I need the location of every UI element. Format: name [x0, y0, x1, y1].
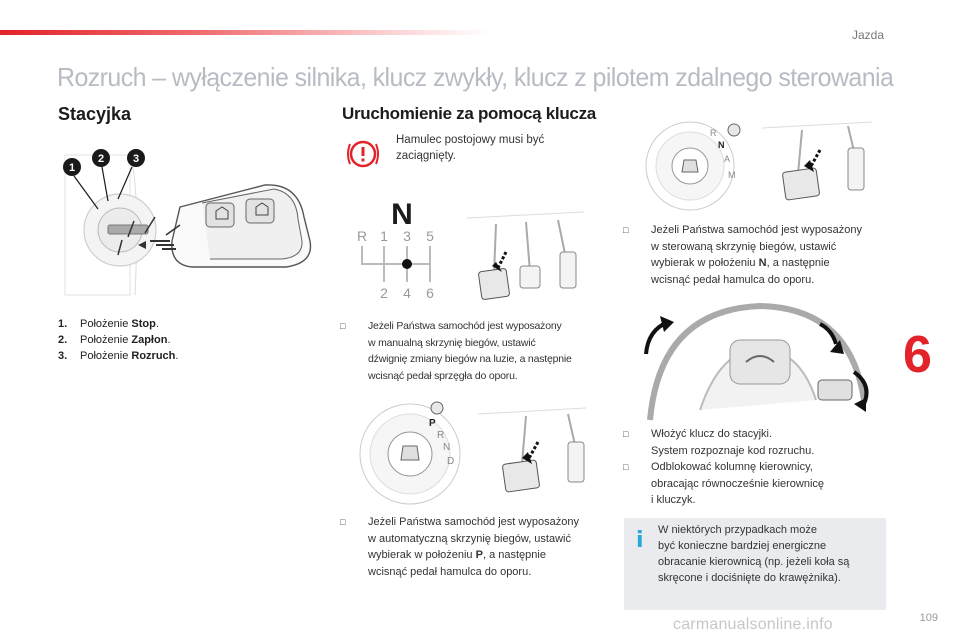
- warning-text: Hamulec postojowy musi być zaciągnięty.: [396, 134, 545, 162]
- auto-gear-r: R: [437, 430, 445, 441]
- bullet-row: □ Jeżeli Państwa samochód jest wyposażony: [340, 318, 608, 335]
- start-heading: Uruchomienie za pomocą klucza: [342, 104, 596, 123]
- robot-gear-a: A: [724, 154, 731, 164]
- watermark: carmanualsonline.info: [673, 616, 833, 633]
- robot-gear-m: M: [728, 170, 736, 180]
- list-item: 2. Położenie Zapłon.: [58, 334, 171, 346]
- brake-pedal-auto-illustration: [478, 406, 588, 496]
- callout-3: 3: [132, 153, 140, 165]
- clutch-pedals-illustration: [466, 212, 586, 304]
- insert-key-instruction: □ Włożyć klucz do stacyjki. System rozpoznaje kod rozruchu. □ Odblokować kolumnę kierownicy, obracając równocześnie kierownicę i kluczyk.: [623, 426, 893, 509]
- gear-label-5: 5: [426, 228, 434, 244]
- brake-pedal-robot-illustration: [762, 118, 874, 204]
- robot-gear-n: N: [718, 140, 725, 150]
- automatic-gearbox-instruction: □ Jeżeli Państwa samochód jest wyposażony w automatyczną skrzynię biegów, ustawić wybierak w położeniu P, a następnie wcisnąć pedał hamulca do oporu.: [340, 514, 608, 580]
- auto-gear-d: D: [447, 456, 455, 467]
- manual-gear-pattern-illustration: [350, 194, 440, 304]
- callout-2: 2: [97, 153, 105, 165]
- gear-neutral-label: N: [391, 198, 413, 231]
- section-label: Jazda: [851, 28, 884, 42]
- gear-label-3: 3: [403, 228, 411, 244]
- ignition-positions-list: [58, 316, 178, 364]
- auto-gear-n: N: [443, 442, 451, 453]
- robotized-selector-illustration: [638, 110, 748, 210]
- bullet-row: □ Jeżeli Państwa samochód jest wyposażony: [623, 222, 893, 239]
- bullet-row: □ Odblokować kolumnę kierownicy,: [623, 459, 893, 476]
- manual-gearbox-instruction: □ Jeżeli Państwa samochód jest wyposażony w manualną skrzynię biegów, ustawić dźwignię zmiany biegów na luzie, a następnie wcisnąć pedał sprzęgła do oporu.: [340, 318, 608, 384]
- gear-label-1: 1: [380, 228, 388, 244]
- gear-label-2: 2: [380, 285, 388, 301]
- info-icon: i: [636, 528, 644, 553]
- bullet-row: □ Jeżeli Państwa samochód jest wyposażony: [340, 514, 608, 531]
- warning-circle-icon: [346, 138, 380, 170]
- info-box: i W niektórych przypadkach może być konieczne bardziej energiczne obracanie kierownicą (np. jeżeli koła są skręcone i dociśnięte do krawężnika).: [624, 518, 886, 610]
- robotized-gearbox-instruction: □ Jeżeli Państwa samochód jest wyposażony w sterowaną skrzynię biegów, ustawić wybierak w położeniu N, a następnie wcisnąć pedał hamulca do oporu.: [623, 222, 893, 288]
- auto-gear-p: P: [429, 418, 436, 429]
- list-item: 3. Położenie Rozruch.: [58, 350, 179, 362]
- chapter-number: 6: [903, 326, 932, 384]
- page-number: 109: [919, 612, 938, 624]
- gear-label-6: 6: [426, 285, 434, 301]
- page-title: Rozruch – wyłączenie silnika, klucz zwykły, klucz z pilotem zdalnego sterowania: [57, 62, 894, 92]
- gear-label-4: 4: [403, 285, 411, 301]
- robot-gear-r: R: [710, 128, 717, 138]
- list-item: 1. Położenie Stop.: [58, 318, 159, 330]
- gear-label-r: R: [356, 228, 368, 244]
- automatic-selector-illustration: [355, 398, 465, 506]
- ignition-key-illustration: [60, 145, 320, 305]
- bullet-row: □ Włożyć klucz do stacyjki.: [623, 426, 893, 443]
- steering-wheel-illustration: [640, 300, 880, 420]
- callout-1: 1: [68, 162, 76, 174]
- ignition-heading: Stacyjka: [58, 104, 132, 124]
- header-accent-bar: [0, 30, 490, 35]
